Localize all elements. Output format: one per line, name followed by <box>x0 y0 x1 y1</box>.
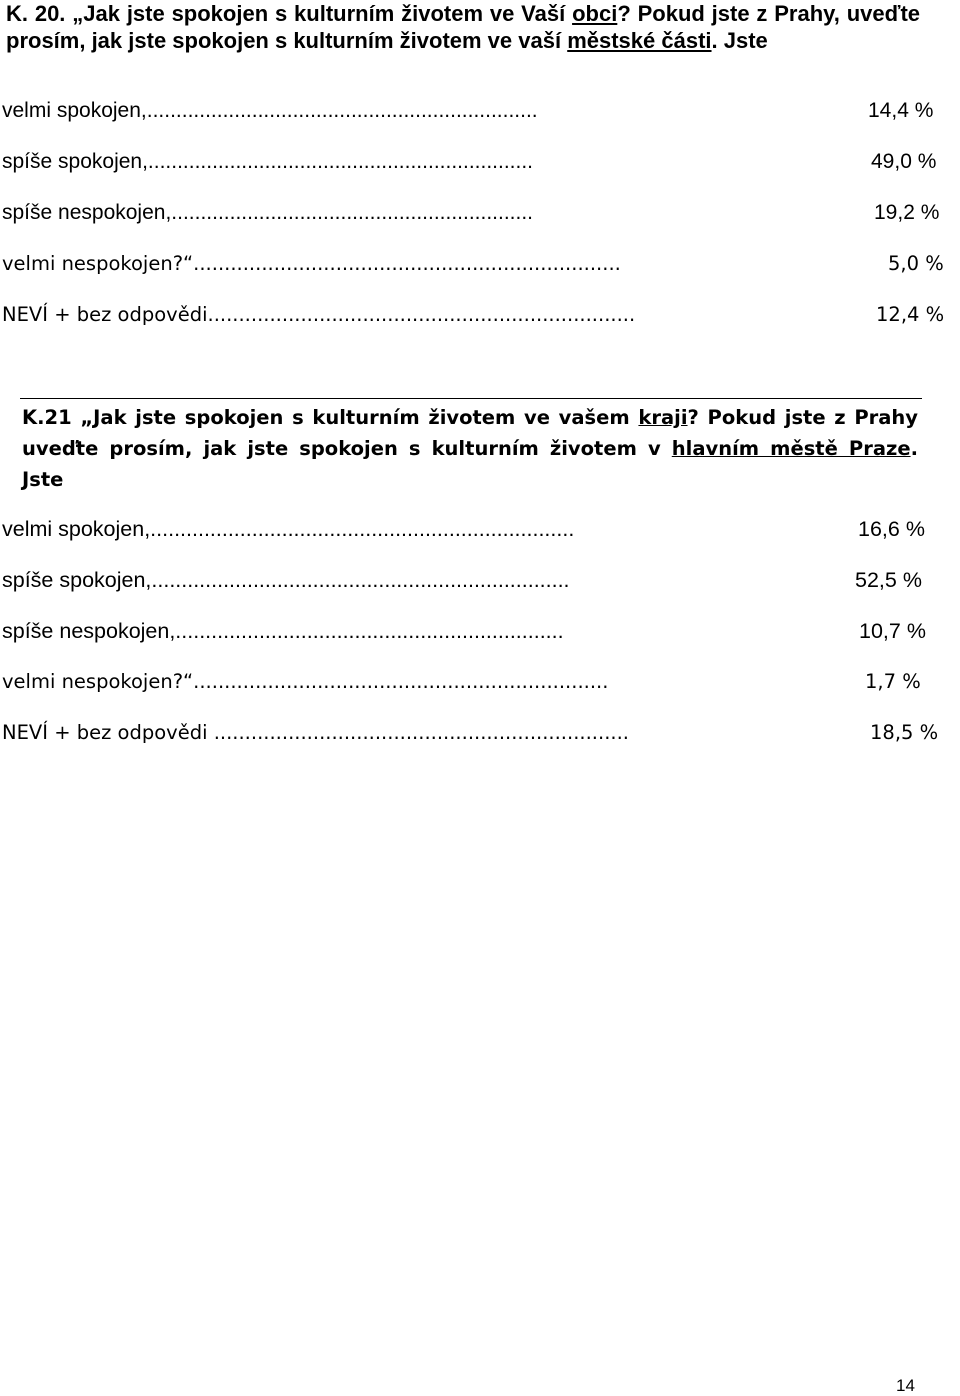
question-k21-hlavnim-meste-praze: hlavním městě Praze <box>671 437 911 460</box>
k20-answer-label: velmi spokojen,................................................................... <box>2 99 538 122</box>
k21-answer-row <box>2 565 954 595</box>
k20-answer-row <box>2 249 958 279</box>
k21-answer-value: 16,6 % <box>858 517 925 541</box>
question-k21-kraji: kraji <box>638 406 688 429</box>
question-k20-title-prefix: K. 20. „Jak jste spokojen s kulturním životem ve Vaší <box>6 1 573 26</box>
k21-answer-value: 1,7 % <box>865 670 921 693</box>
section-divider <box>20 398 922 399</box>
k20-answer-row <box>2 96 948 126</box>
k20-answer-label: NEVÍ + bez odpovědi..................................................................... <box>2 303 636 326</box>
k20-answer-value: 49,0 % <box>871 150 937 173</box>
k21-answer-row <box>2 514 954 544</box>
k21-answer-row <box>2 667 954 697</box>
question-k20-mestske-casti: městské části <box>567 28 712 53</box>
question-k20-title-suffix: . Jste <box>711 28 768 53</box>
k21-answer-label: spíše nespokojen,................................................................. <box>2 619 564 643</box>
k21-answer-label: velmi nespokojen?“................................................................... <box>2 670 609 693</box>
k20-answer-row <box>2 198 954 228</box>
k20-answer-row <box>2 300 958 330</box>
k20-answer-value: 14,4 % <box>868 99 934 122</box>
page-number: 14 <box>896 1376 915 1395</box>
k20-answer-label: spíše spokojen,.................................................................. <box>2 150 533 173</box>
k20-answer-value: 5,0 % <box>888 252 944 275</box>
question-k20-title-mid: ? Pokud jste z Prahy, uveďte prosím, jak jste spokojen s kulturním životem ve vaší <box>6 1 920 53</box>
question-k20-title <box>6 0 920 54</box>
k21-answer-value: 10,7 % <box>859 619 926 643</box>
k21-answer-value: 18,5 % <box>870 721 939 744</box>
k21-answer-label: NEVÍ + bez odpovědi ................................................................... <box>2 721 629 744</box>
k20-answer-value: 19,2 % <box>874 201 940 224</box>
question-k21-title-mid: ? Pokud jste z Prahy uveďte prosím, jak jste spokojen s kulturním životem v <box>22 406 919 460</box>
question-k21-title-suffix: . Jste <box>22 437 918 491</box>
k21-answer-label: spíše spokojen,...................................................................... <box>2 568 570 592</box>
question-k21-title <box>22 402 918 495</box>
k21-answer-label: velmi spokojen,....................................................................... <box>2 517 575 541</box>
question-k21-title-prefix: K.21 „Jak jste spokojen s kulturním životem ve vašem <box>22 406 639 429</box>
k20-answer-value: 12,4 % <box>876 303 945 326</box>
k21-answer-value: 52,5 % <box>855 568 922 592</box>
k21-answer-row <box>2 718 954 748</box>
k20-answer-row <box>2 147 954 177</box>
question-k20-obci: obci <box>572 1 618 26</box>
k21-answer-row <box>2 616 954 646</box>
k20-answer-label: velmi nespokojen?“..................................................................... <box>2 252 621 275</box>
k20-answer-label: spíše nespokojen,.............................................................. <box>2 201 534 224</box>
